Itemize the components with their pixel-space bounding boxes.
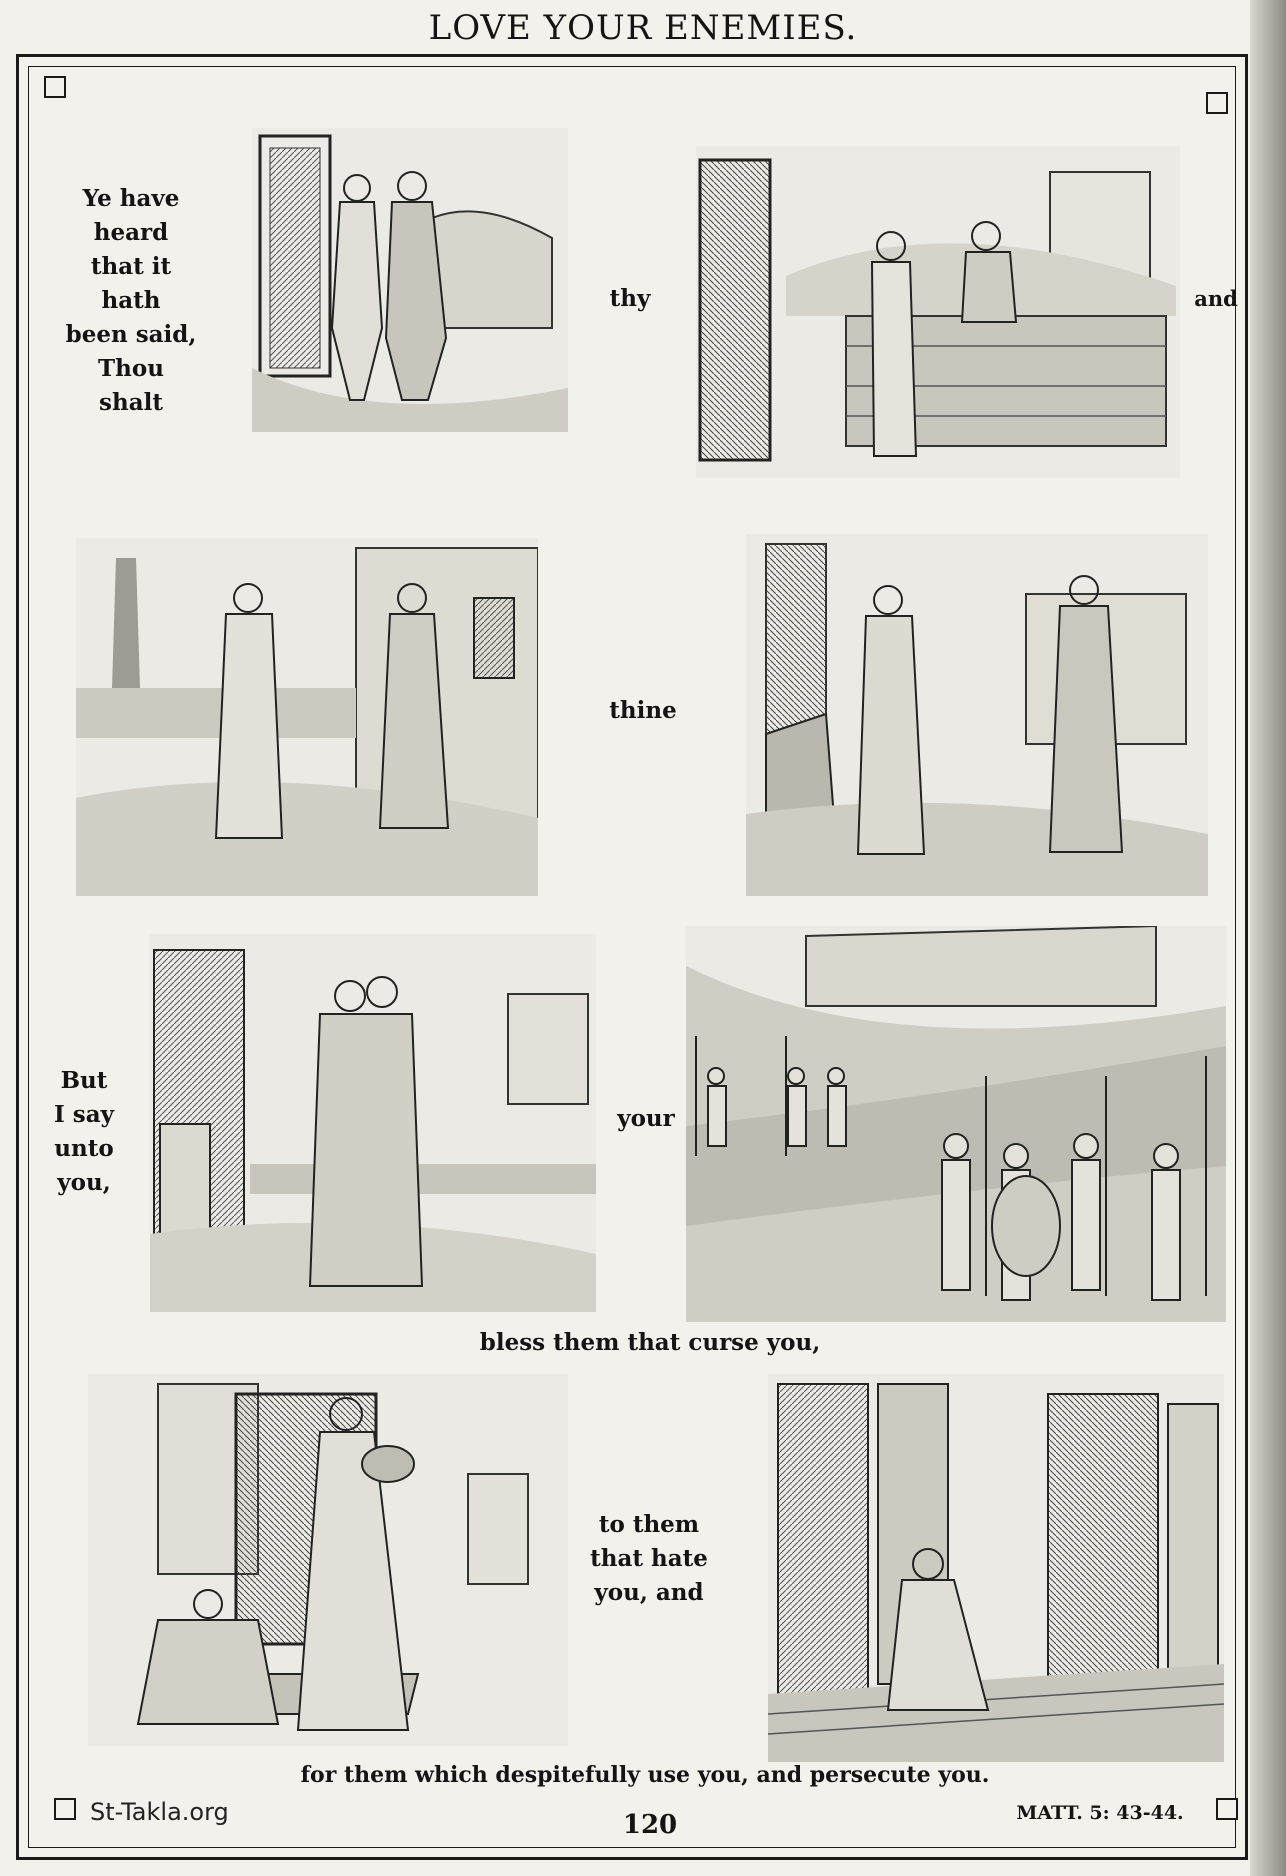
text-line: unto you,: [54, 1135, 114, 1196]
illustration-man-kneeling-in-prayer: [768, 1374, 1224, 1762]
text-your: your: [617, 1105, 675, 1132]
illustration-men-embracing: [150, 934, 596, 1312]
illustration-two-men-at-doorway: [252, 128, 568, 432]
text-intro: [56, 182, 206, 420]
illustration-men-arguing-on-road: [746, 534, 1208, 896]
text-line: you, and: [594, 1579, 704, 1606]
text-thy: thy: [609, 285, 651, 312]
text-line: that it: [90, 253, 172, 280]
corner-ornament-bottom-right: [1216, 1798, 1238, 1820]
text-for-them: for them which despitefully use you, and persecute you.: [300, 1762, 990, 1788]
text-line: But: [60, 1067, 108, 1094]
text-line: to them: [598, 1511, 700, 1538]
scripture-reference: MATT. 5: 43-44.: [1016, 1802, 1184, 1824]
illustration-men-talking-at-wall: [696, 146, 1180, 478]
text-to-them: [584, 1508, 714, 1610]
page-number: 120: [622, 1810, 678, 1840]
illustration-woman-giving-bread: [88, 1374, 568, 1746]
text-line: I say: [54, 1101, 114, 1128]
corner-ornament-top-right: [1206, 92, 1228, 114]
text-line: shalt: [99, 389, 163, 416]
corner-ornament-bottom-left: [54, 1798, 76, 1820]
text-thine: thine: [609, 697, 677, 724]
text-but-i-say: [26, 1064, 142, 1200]
corner-ornament-top-left: [44, 76, 66, 98]
page-edge: [1250, 0, 1286, 1876]
text-line: Thou: [98, 355, 164, 382]
text-line: hath: [101, 287, 161, 314]
illustration-soldiers-on-hillside: [686, 926, 1226, 1322]
text-and: and: [1194, 286, 1238, 311]
text-line: Ye have: [82, 185, 180, 212]
site-logo: St-Takla.org: [86, 1798, 233, 1826]
text-line: been said,: [65, 321, 197, 348]
page-title: LOVE YOUR ENEMIES.: [428, 8, 858, 48]
illustration-men-passing-on-road: [76, 538, 538, 896]
text-line: that hate: [590, 1545, 708, 1572]
text-bless-them: bless them that curse you,: [479, 1329, 821, 1356]
text-line: heard: [93, 219, 169, 246]
